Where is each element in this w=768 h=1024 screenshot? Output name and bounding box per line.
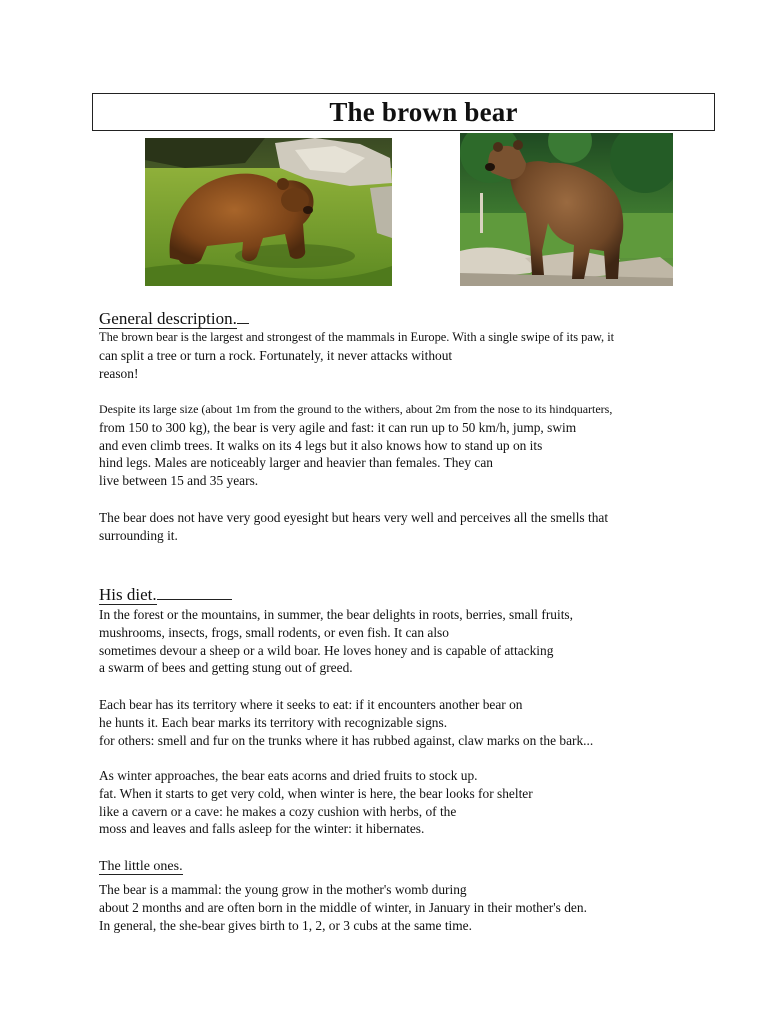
page-title: The brown bear bbox=[329, 96, 518, 127]
general-paragraph-2: Despite its large size (about 1m from the ground to the withers, about 2m from the nose to its hindquarters, from 150 to 300 kg), the bear is very agile and fast: it can run up to 50 km/h, jump, swim and even climb trees. It walks on its 4 legs but it also knows how to stand up on its hind legs. Males are noticeably larger and heavier than females. They can live between 15 and 35 years. bbox=[99, 402, 613, 489]
general-paragraph-1: The brown bear is the largest and strongest of the mammals in Europe. With a single swipe of its paw, it can split a tree or turn a rock. Fortunately, it never attacks without reason! bbox=[99, 330, 615, 381]
brown-bear-standing-on-rocks-photo-icon bbox=[460, 133, 673, 286]
little-ones-paragraph: The bear is a mammal: the young grow in the mother's womb during about 2 months and are often born in the middle of winter, in January in their mother's den. In general, the she-bear gives birth to 1, 2, or 3 cubs at the same time. bbox=[99, 882, 587, 933]
brown-bear-lying-on-grass-photo-icon bbox=[145, 138, 392, 286]
diet-paragraph-1: In the forest or the mountains, in summer, the bear delights in roots, berries, small fruits, mushrooms, insects, frogs, small rodents, or even fish. It can also sometimes devour a sheep or a wild boar. He loves honey and is capable of attacking a swarm of bees and getting stung out of greed. bbox=[99, 607, 573, 676]
diet-paragraph-2: Each bear has its territory where it seeks to eat: if it encounters another bear on he hunts it. Each bear marks its territory with recognizable signs. for others: smell and fur on the trunks where it has rubbed against, claw marks on the bark... bbox=[99, 697, 594, 748]
title-box bbox=[92, 93, 715, 131]
section-heading-general: General description. bbox=[99, 309, 249, 329]
bear-lying-photo bbox=[145, 138, 392, 286]
general-paragraph-3: The bear does not have very good eyesight but hears very well and perceives all the smells that surrounding it. bbox=[99, 510, 609, 543]
bear-standing-photo bbox=[460, 133, 673, 286]
section-heading-little-ones: The little ones. bbox=[99, 859, 183, 874]
section-heading-diet: His diet. bbox=[99, 585, 232, 605]
diet-paragraph-3: As winter approaches, the bear eats acorns and dried fruits to stock up. fat. When it starts to get very cold, when winter is here, the bear looks for shelter like a cavern or a cave: he makes a cozy cushion with herbs, of the moss and leaves and falls asleep for the winter: it hibernates. bbox=[99, 768, 533, 837]
